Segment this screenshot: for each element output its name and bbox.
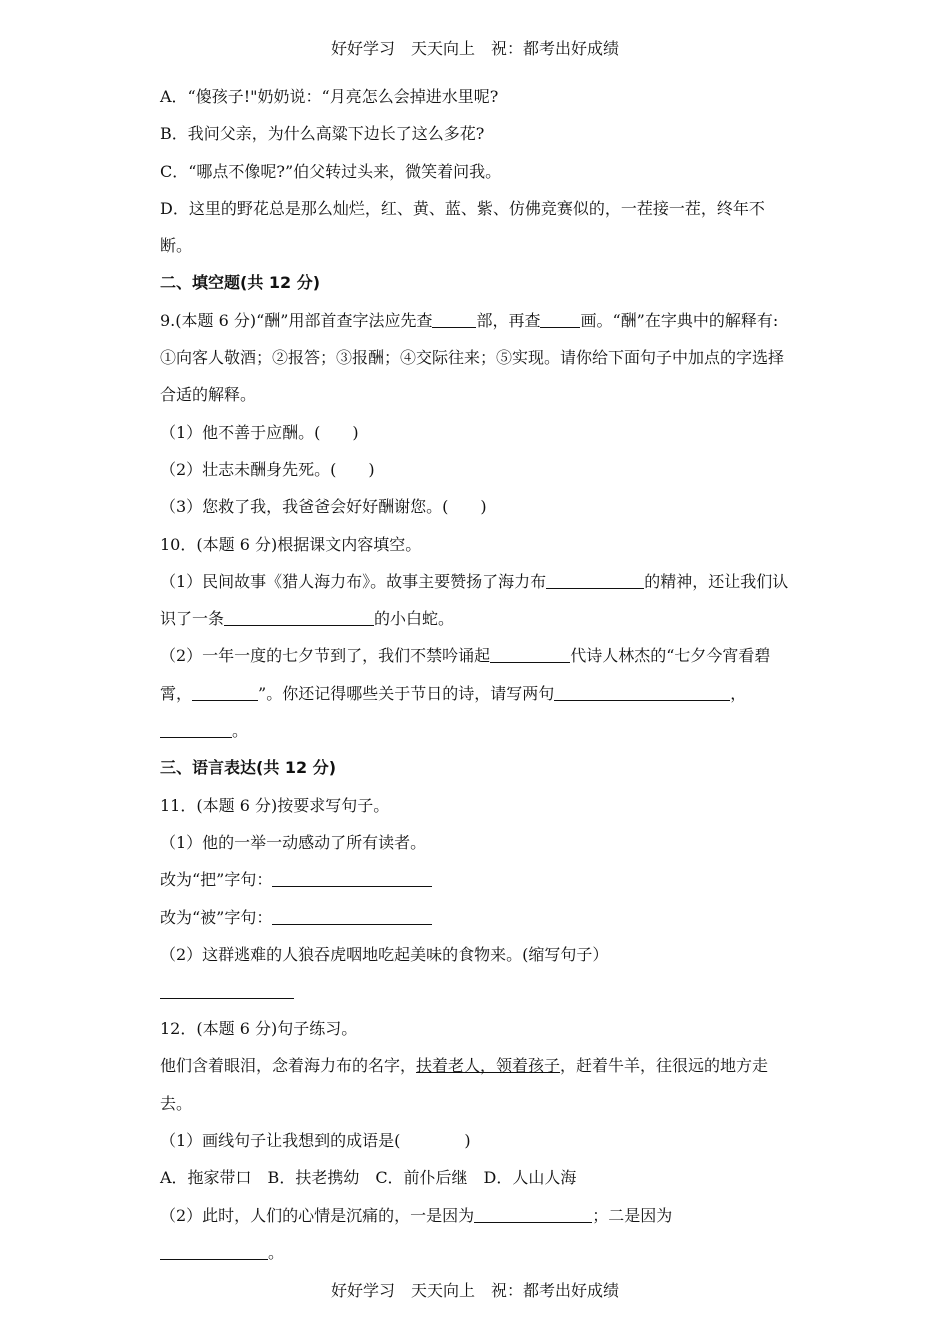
q12-options: A．拖家带口 B．扶老携幼 C．前仆后继 D．人山人海 [160, 1168, 577, 1188]
q10-sub-1 [160, 563, 792, 638]
document-body [160, 78, 792, 1271]
q10-blank-dynasty[interactable] [490, 646, 570, 663]
q10-blank-spirit[interactable] [546, 572, 644, 589]
section-3-title: 三、语言表达(共 12 分) [160, 758, 337, 778]
q12-underlined-phrase: 扶着老人，领着孩子 [416, 1056, 561, 1076]
q12-blank-reason-2[interactable] [160, 1243, 268, 1260]
q8-option-d: D．这里的野花总是那么灿烂，红、黄、蓝、紫、仿佛竞赛似的，一茬接一茬，终年不断。 [160, 198, 765, 256]
q12-sub-2-part2: ；二是因为 [592, 1205, 673, 1225]
q12-sub-2 [160, 1197, 792, 1272]
q8-option-a: A．“傻孩子!"奶奶说：“月亮怎么会掉进水里呢? [160, 87, 499, 106]
page-header: 好好学习 天天向上 祝：都考出好成绩 [330, 39, 619, 58]
q11-sub-2: （2）这群逃难的人狼吞虎咽地吃起美味的食物来。(缩写句子） [160, 944, 609, 964]
section-2-title: 二、填空题(共 12 分) [160, 273, 321, 293]
q11-ba-label: 改为“把”字句： [160, 870, 273, 890]
q11-bei-line [160, 899, 792, 936]
q10-blank-poem-1[interactable] [554, 684, 730, 701]
q9-stem [160, 302, 792, 414]
q10-sub-2-part4: ， [730, 683, 747, 703]
q10-sub-2-part2: 代诗人林杰的“七夕今宵看碧霄， [160, 646, 771, 703]
q10-blank-verse[interactable] [192, 684, 258, 701]
q9-blank-strokes[interactable] [540, 311, 580, 328]
q12-title: 12．(本题 6 分)句子练习。 [160, 1019, 358, 1039]
q10-sub-2 [160, 637, 792, 749]
q10-blank-snake[interactable] [224, 609, 374, 626]
q10-sub-1-part1: （1）民间故事《猎人海力布》。故事主要赞扬了海力布 [160, 571, 547, 591]
q9-stem-part1: 9.(本题 6 分)“酬”用部首查字法应先查 [160, 310, 433, 330]
q9-stem-part3: 画。“酬”在字典中的解释有: ①向客人敬酒；②报答；③报酬；④交际往来；⑤实现。请你给下面句子中加点的字选择合适的解释。 [160, 310, 785, 405]
q10-sub-1-part2: 的精神，还让我们认识了一条 [160, 571, 789, 629]
q9-sub-3: （3）您救了我，我爸爸会好好酬谢您。( ) [160, 497, 487, 517]
q10-sub-2-part3: ”。你还记得哪些关于节日的诗，请写两句 [258, 683, 555, 703]
q12-blank-reason-1[interactable] [474, 1206, 592, 1223]
q9-blank-radical[interactable] [432, 311, 476, 328]
q9-sub-1: （1）他不善于应酬。( ) [160, 422, 359, 442]
q11-title: 11．(本题 6 分)按要求写句子。 [160, 795, 390, 815]
q11-answer-line [160, 973, 792, 1010]
q11-ba-line [160, 861, 792, 898]
q11-blank-ba[interactable] [272, 870, 432, 887]
q12-sub-2-part1: （2）此时，人们的心情是沉痛的，一是因为 [160, 1205, 475, 1225]
q10-sub-1-part3: 的小白蛇。 [374, 609, 455, 629]
q11-bei-label: 改为“被”字句： [160, 907, 273, 927]
q9-sub-2: （2）壮志未酬身先死。( ) [160, 459, 375, 479]
q12-passage-part1: 他们含着眼泪，念着海力布的名字， [160, 1056, 417, 1076]
q9-stem-part2: 部，再查 [476, 310, 541, 330]
q12-sub-1: （1）画线句子让我想到的成语是( ) [160, 1131, 471, 1151]
q11-sub-1: （1）他的一举一动感动了所有读者。 [160, 832, 427, 852]
q10-blank-poem-2[interactable] [160, 721, 232, 738]
q12-passage [160, 1047, 792, 1122]
q12-passage-part2: ，赶着牛羊，往很远的地方走去。 [160, 1056, 769, 1113]
q10-title: 10．(本题 6 分)根据课文内容填空。 [160, 534, 422, 554]
q8-option-b: B．我问父亲，为什么高粱下边长了这么多花? [160, 124, 485, 144]
q10-sub-2-part1: （2）一年一度的七夕节到了，我们不禁吟诵起 [160, 646, 491, 666]
q11-blank-shorten[interactable] [160, 982, 294, 999]
q11-blank-bei[interactable] [272, 908, 432, 925]
q12-sub-2-part3: 。 [268, 1242, 285, 1262]
page-footer: 好好学习 天天向上 祝：都考出好成绩 [330, 1281, 619, 1300]
q10-sub-2-part5: 。 [232, 721, 249, 741]
q8-option-c: C．“哪点不像呢?”伯父转过头来，微笑着问我。 [160, 161, 502, 181]
